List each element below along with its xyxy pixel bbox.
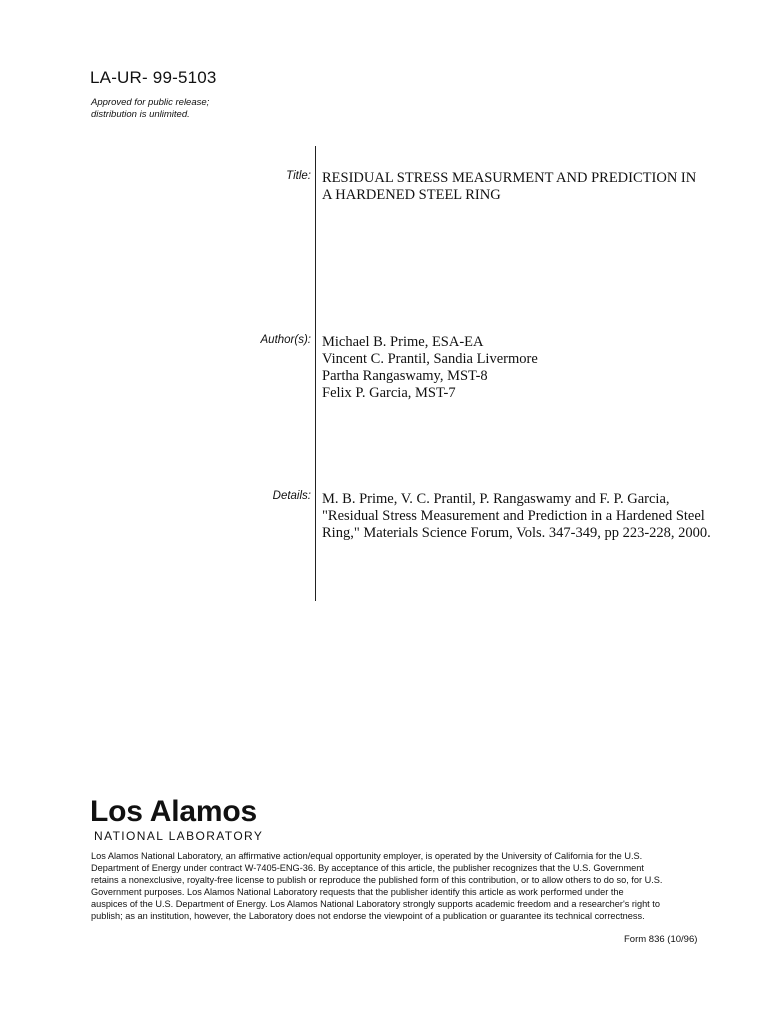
disclaimer-text <box>91 850 711 923</box>
title-line: A HARDENED STEEL RING <box>322 187 501 203</box>
laboratory-logo-name: Los Alamos <box>90 795 257 828</box>
details-value <box>322 491 711 542</box>
details-line: Ring," Materials Science Forum, Vols. 347-349, pp 223-228, 2000. <box>322 525 711 541</box>
disclaimer-line: auspices of the U.S. Department of Energy. Los Alamos National Laboratory strongly supports academic freedom and a researcher's right to <box>91 899 660 910</box>
title-label: Title: <box>286 170 311 182</box>
title-line: RESIDUAL STRESS MEASURMENT AND PREDICTION IN <box>322 170 697 186</box>
field-divider <box>315 146 316 601</box>
author-line: Partha Rangaswamy, MST-8 <box>322 368 488 384</box>
release-notice <box>91 97 209 121</box>
release-notice-line: Approved for public release; <box>91 97 210 108</box>
authors-label: Author(s): <box>260 334 311 346</box>
form-number: Form 836 (10/96) <box>624 934 698 945</box>
author-line: Michael B. Prime, ESA-EA <box>322 334 484 350</box>
disclaimer-line: Los Alamos National Laboratory, an affirmative action/equal opportunity employer, is operated by the University of California for the U.S. <box>91 851 643 861</box>
disclaimer-line: Government purposes. Los Alamos National Laboratory requests that the publisher identify this article as work performed under the <box>91 887 624 898</box>
authors-value <box>322 334 538 402</box>
author-line: Vincent C. Prantil, Sandia Livermore <box>322 351 538 367</box>
details-line: M. B. Prime, V. C. Prantil, P. Rangaswamy and F. P. Garcia, <box>322 491 670 507</box>
author-line: Felix P. Garcia, MST-7 <box>322 385 456 401</box>
details-line: "Residual Stress Measurement and Prediction in a Hardened Steel <box>322 508 705 524</box>
laboratory-logo-subtitle: NATIONAL LABORATORY <box>94 829 264 843</box>
disclaimer-line: publish; as an institution, however, the Laboratory does not endorse the viewpoint of a publication or guarantee its technical correctness. <box>91 911 645 922</box>
disclaimer-line: Department of Energy under contract W-7405-ENG-36. By acceptance of this article, the publisher recognizes that the U.S. Government <box>91 863 644 874</box>
details-label: Details: <box>272 490 311 502</box>
title-value <box>322 170 696 204</box>
disclaimer-line: retains a nonexclusive, royalty-free license to publish or reproduce the published form of this contribution, or to allow others to do so, for U.S. <box>91 875 663 886</box>
release-notice-line: distribution is unlimited. <box>91 109 190 120</box>
report-number: LA-UR- 99-5103 <box>90 68 217 87</box>
